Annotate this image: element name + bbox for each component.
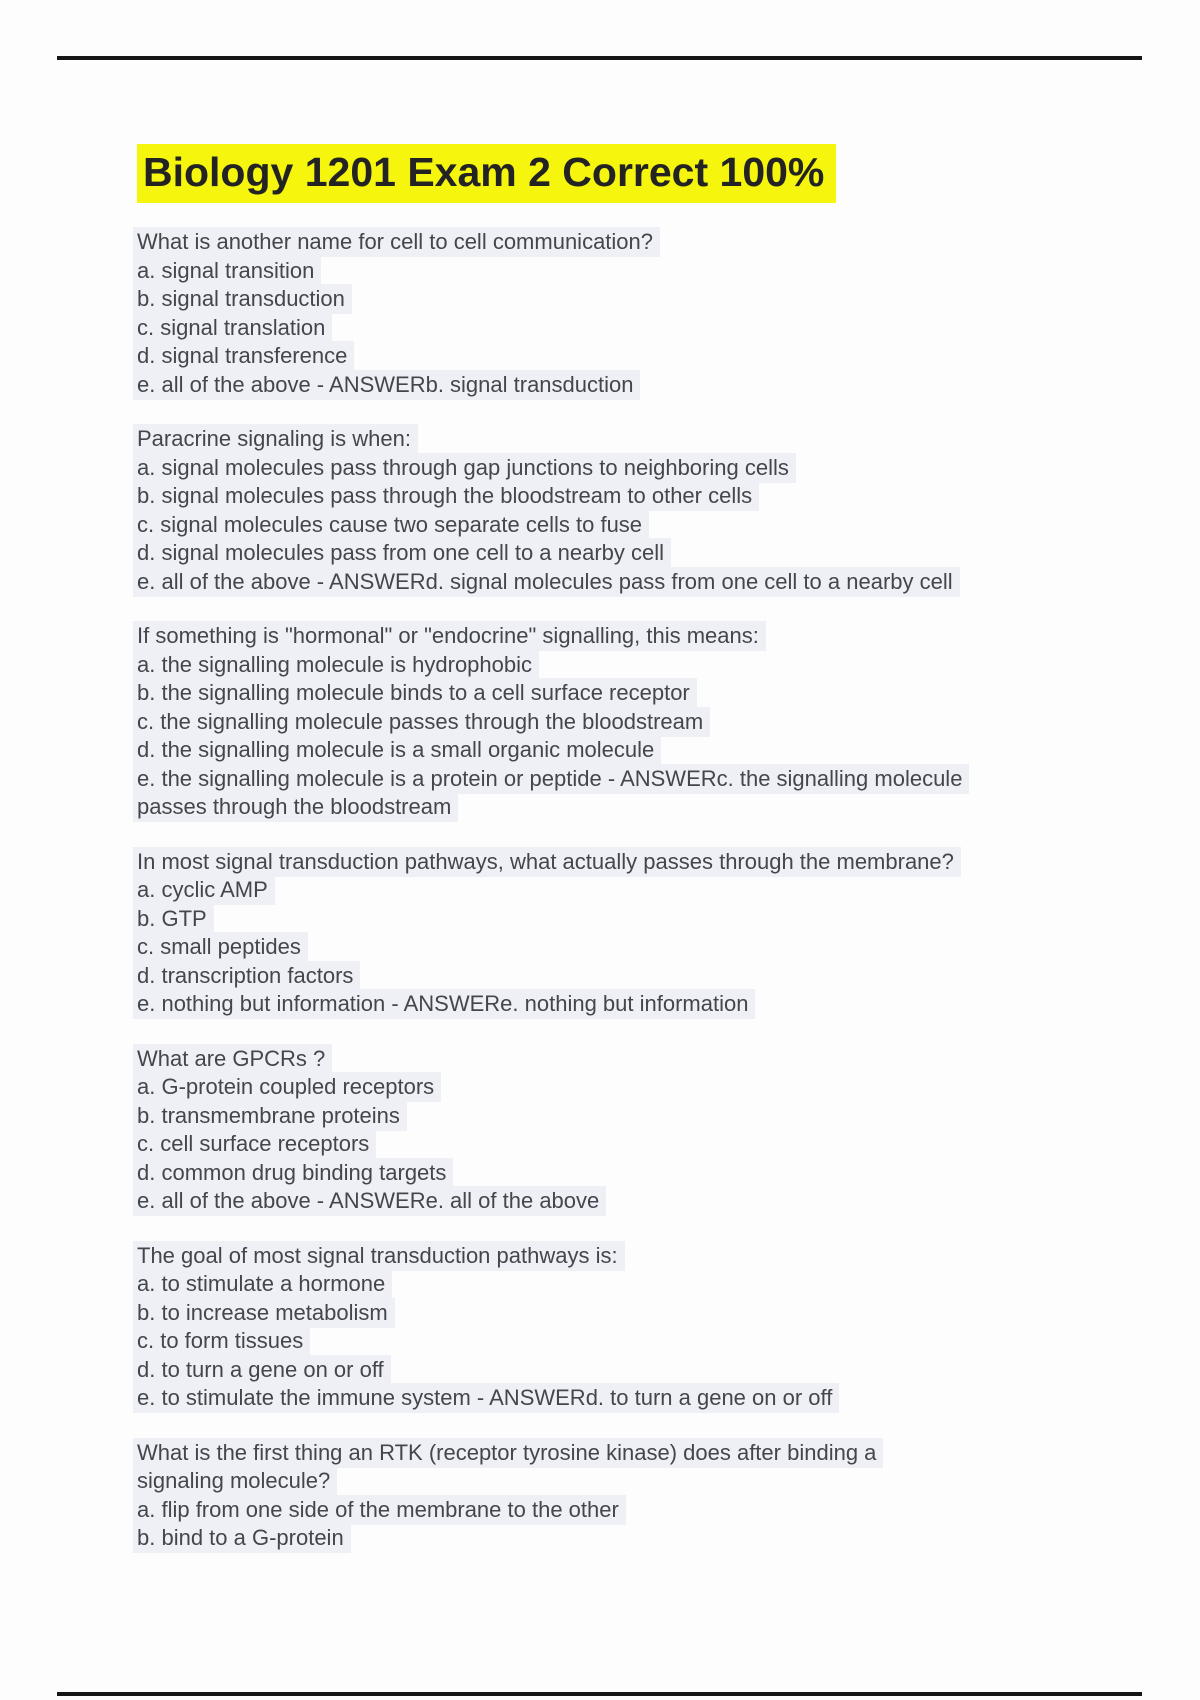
question-line-text: The goal of most signal transduction pathways is: — [133, 1241, 625, 1271]
question-line — [137, 933, 1142, 962]
question-line — [137, 1496, 1142, 1525]
question-line — [137, 1327, 1142, 1356]
question-line — [137, 371, 1142, 400]
question-block — [137, 228, 1142, 399]
question-line — [137, 1242, 1142, 1271]
question-line — [137, 425, 1142, 454]
question-line-text: What is the first thing an RTK (receptor tyrosine kinase) does after binding a — [133, 1438, 883, 1468]
question-line-text: d. common drug binding targets — [133, 1158, 453, 1188]
question-line-text: a. signal transition — [133, 256, 321, 286]
top-divider — [57, 56, 1142, 60]
question-line-text: a. to stimulate a hormone — [133, 1269, 392, 1299]
question-line-text: e. the signalling molecule is a protein or peptide - ANSWERc. the signalling molecule — [133, 764, 969, 794]
question-block — [137, 1242, 1142, 1413]
question-block — [137, 1045, 1142, 1216]
question-line — [137, 622, 1142, 651]
question-line — [137, 651, 1142, 680]
question-line — [137, 990, 1142, 1019]
question-line-text: What is another name for cell to cell communication? — [133, 227, 660, 257]
question-line-text: d. to turn a gene on or off — [133, 1355, 391, 1385]
question-line-text: a. cyclic AMP — [133, 875, 275, 905]
question-block — [137, 848, 1142, 1019]
question-line-text: c. to form tissues — [133, 1326, 310, 1356]
question-line — [137, 905, 1142, 934]
question-line — [137, 342, 1142, 371]
question-line — [137, 257, 1142, 286]
question-line-text: c. cell surface receptors — [133, 1129, 376, 1159]
question-line-text: a. G-protein coupled receptors — [133, 1072, 441, 1102]
question-line — [137, 736, 1142, 765]
question-line-text: What are GPCRs ? — [133, 1044, 332, 1074]
bottom-divider — [57, 1692, 1142, 1696]
question-line — [137, 1130, 1142, 1159]
question-line — [137, 482, 1142, 511]
question-block — [137, 425, 1142, 596]
question-line — [137, 1356, 1142, 1385]
question-line-text: b. GTP — [133, 904, 214, 934]
question-block — [137, 1439, 1142, 1553]
question-line-text: e. all of the above - ANSWERd. signal molecules pass from one cell to a nearby cell — [133, 567, 960, 597]
question-line — [137, 1159, 1142, 1188]
question-line-text: e. nothing but information - ANSWERe. nothing but information — [133, 989, 755, 1019]
question-line — [137, 1299, 1142, 1328]
question-line — [137, 765, 1142, 794]
question-line-text: c. signal translation — [133, 313, 332, 343]
question-line — [137, 511, 1142, 540]
question-line-text: b. bind to a G-protein — [133, 1523, 351, 1553]
questions-container — [137, 228, 1142, 1579]
question-line-text: b. signal transduction — [133, 284, 352, 314]
page-title — [137, 144, 836, 203]
question-line — [137, 1439, 1142, 1468]
question-line — [137, 228, 1142, 257]
question-line-text: e. to stimulate the immune system - ANSWERd. to turn a gene on or off — [133, 1383, 839, 1413]
question-line-text: d. signal transference — [133, 341, 354, 371]
question-line-text: c. the signalling molecule passes through the bloodstream — [133, 707, 710, 737]
question-line-text: e. all of the above - ANSWERe. all of the above — [133, 1186, 606, 1216]
question-line-text: a. the signalling molecule is hydrophobic — [133, 650, 539, 680]
question-line-text: b. to increase metabolism — [133, 1298, 395, 1328]
question-line — [137, 568, 1142, 597]
question-line — [137, 1073, 1142, 1102]
question-line-text: Paracrine signaling is when: — [133, 424, 418, 454]
question-line — [137, 708, 1142, 737]
question-line — [137, 1270, 1142, 1299]
question-line — [137, 1524, 1142, 1553]
question-line-text: In most signal transduction pathways, what actually passes through the membrane? — [133, 847, 961, 877]
question-line — [137, 793, 1142, 822]
question-line — [137, 1102, 1142, 1131]
page-title-highlight: Biology 1201 Exam 2 Correct 100% — [137, 144, 836, 203]
question-line — [137, 1467, 1142, 1496]
question-line-text: b. signal molecules pass through the bloodstream to other cells — [133, 481, 759, 511]
question-line — [137, 962, 1142, 991]
question-line — [137, 848, 1142, 877]
question-line — [137, 454, 1142, 483]
question-line-text: e. all of the above - ANSWERb. signal transduction — [133, 370, 640, 400]
question-line — [137, 1384, 1142, 1413]
question-line-text: d. transcription factors — [133, 961, 360, 991]
question-line — [137, 876, 1142, 905]
question-line — [137, 539, 1142, 568]
question-line-text: signaling molecule? — [133, 1466, 337, 1496]
question-line — [137, 285, 1142, 314]
question-line-text: If something is "hormonal" or "endocrine" signalling, this means: — [133, 621, 766, 651]
question-line — [137, 679, 1142, 708]
question-line-text: b. transmembrane proteins — [133, 1101, 407, 1131]
question-line — [137, 314, 1142, 343]
question-line-text: a. flip from one side of the membrane to the other — [133, 1495, 626, 1525]
question-line-text: c. small peptides — [133, 932, 308, 962]
question-line-text: c. signal molecules cause two separate cells to fuse — [133, 510, 649, 540]
question-line-text: b. the signalling molecule binds to a cell surface receptor — [133, 678, 697, 708]
question-line — [137, 1045, 1142, 1074]
question-line — [137, 1187, 1142, 1216]
question-line-text: d. signal molecules pass from one cell to a nearby cell — [133, 538, 671, 568]
question-line-text: a. signal molecules pass through gap junctions to neighboring cells — [133, 453, 796, 483]
question-line-text: passes through the bloodstream — [133, 792, 458, 822]
question-block — [137, 622, 1142, 822]
question-line-text: d. the signalling molecule is a small organic molecule — [133, 735, 661, 765]
